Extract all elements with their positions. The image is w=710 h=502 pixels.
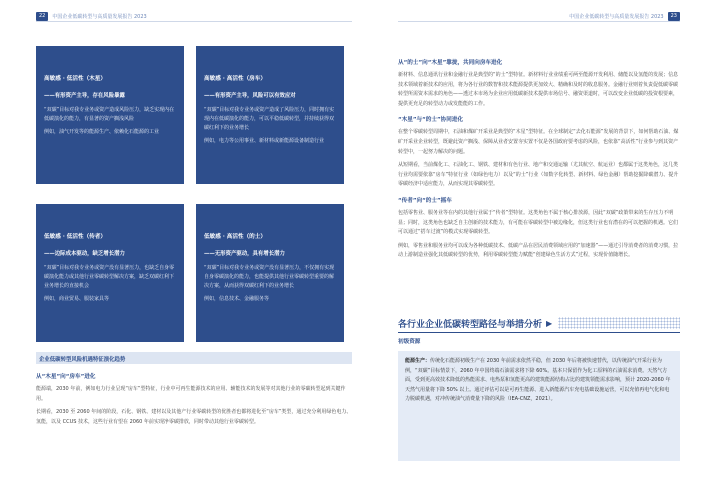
body-paragraph: 长期看，2030 至 2060 年间的阶段，石化、钢铁、建材以及其他产行业零碳转型的优胜者也都将进化至“房车”类型，通过充分利用绿色电力、氢能，以及 CCUS 技术，这些行业有望在 2060 年前实现净零碳排放，同时带动其他行业零碳转型。 [36,409,352,425]
subsection-title: “传者”向“的士”摇车 [398,197,452,204]
matrix-card-rv [196,46,344,184]
subsection-title: “木星”与“的士”协同进化 [398,117,464,124]
right-report-title: 中国企业低碳转型与高质量发展报告 2023 [569,13,664,20]
section-label: 初级资源 [398,339,421,345]
left-header-rule [36,21,352,22]
info-lead: 能源生产： [405,358,431,364]
left-section-heading: 企业低碳转型风险机遇特征演化趋势 [36,352,352,364]
body-paragraph: 新材料、信息通讯行业和金融行业是典型的“的士”型特征。新材料行业业绩重可两至能源开发利用、储能以及氢能的发展；信息技术领域着新技术的应用，将为各行业的数智和技术能源提供更加效大、精确和及时的收息服务。金融行业则着负责促低碳零碳转型所需资本需求的角色——透过本市场为企业应用低碳新技术提供市场信号、融资渠道时，可以改变企业低碳的投资根要素，提供更充足的转型动力或发能能的工作。 [398,72,679,107]
info-box [398,351,680,461]
card-description: “双碳”目标对我专业务或资产没有显著压力，也缺乏自身零碳演化能力或其他行业零碳转型解决方案，缺乏双碳红利下业务增长的直接机会 [44,265,175,289]
card-subtitle: ——有形资产主导，风险可以有效应对 [204,93,296,99]
card-description: “双碳”目标对我专业务或资产造成了风险压力，同时拥有实现内在低碳演化的能力，可以平稳低碳转型，并持续获得双碳红利下的业务增长 [204,107,335,131]
matrix-card-jupiter [36,46,184,184]
left-report-title: 中国企业低碳转型与高质量发展报告 2023 [52,13,147,20]
card-subtitle: ——无形资产驱动，具有增长潜力 [204,251,285,257]
chapter-heading [398,316,680,330]
card-title: 低敏感 · 低活性（传者） [44,234,106,240]
card-title: 低敏感 · 高活性（的士） [204,234,266,240]
body-paragraph: 例如，零售业和服务业均可以成为各种低碳技术、低碳产品在居民消费领域应用的“加速器”——通过引导消费者的消费习惯，拉动上游制造业强化其低碳转型的优势，利用零碳转型能力赋能“创建绿色生活方式”过程，实现价值随增长。 [398,242,679,259]
dot-pattern-decoration [558,317,680,329]
card-example: 例如，油气开发等的能源生产、依赖化石能源的工业 [44,129,160,135]
chevron-right-icon: ▶ [546,318,553,328]
chapter-heading-rule [398,332,680,333]
body-paragraph: 在整个零碳转型周期中，石油和煤矿开采业是典型的“木星”型特征。在全球制定“去化石能源”发展的背景下，如何帮助石油、煤矿开采业企业转型，既避此资产搁浅、保障从业者安置夯实置不仅是各国政府要考虑的风险，也依靠“高活性”行业参与到其资产转型中，一起努力解决的问题。 [398,129,679,155]
info-paragraph [405,357,673,405]
risk-matrix [36,46,352,342]
left-page-number: 22 [36,12,48,21]
card-example: 例如，商业贸易、服装家具等 [44,296,110,302]
matrix-card-taxi [196,204,344,342]
right-section-body [398,58,680,261]
subsection-title: 从“木星”向“房车”进化 [36,374,96,380]
card-subtitle: ——有形资产主导，存在风险暴露 [44,93,125,99]
body-paragraph: 包括零售业、服务业等在内的其他行业属于“传者”型特征。这类角色不属于核心排放源，因此“双碳”政策带来的生存压力不明显；同时，这类角色也缺乏自主创新的技术能力，有可能在零碳转型中被边缘化，但这类行业也有潜在的可以把握的机遇。它们可以通过“搭车过渡”的模式实现零碳转型。 [398,209,679,236]
card-example: 例如，电力等公用事业、新材料或新能源设备制造行业 [204,138,325,144]
chapter-heading-text: 各行业企业低碳转型路径与举措分析 [398,319,543,330]
left-section-body [36,372,352,427]
page-header [0,0,710,30]
matrix-card-messenger [36,204,184,342]
card-example: 例如，信息技术、金融服务等 [204,296,270,302]
body-paragraph: 能源端，2030 年前，例如电力行业呈现“房车”型特征，行业中可再生能源技术的应用、辅能技术的发展等对其他行业的零碳转型起到关键作用。 [36,386,346,402]
card-subtitle: ——边际成本驱动，缺乏增长潜力 [44,251,125,257]
right-page-header [565,11,680,21]
subsection-title: 从“的士”向“木星”靠拢，共同向房车进化 [398,60,503,66]
card-title: 高敏感 · 高活性（房车） [204,76,266,82]
right-page-number: 23 [668,12,680,21]
card-title: 高敏感 · 低活性（木星） [44,76,106,82]
info-text: 传统化石能源初级生产在 2030 年前需求依然平稳，但 2030 年后将被快速替代，以传统油气开采行业为例，“双碳”目标情景下，2060 年中国终端石油需求将下降 60%。基本只保留作为化工原料的石油需求消费。天然气方面，受到更高效技术降低的热能需求、电热泵和氢能更高的建筑能源结构占比的建筑领能需求影响，预计 2020-2060 年天然气用量将下降 50% 以上。通过评估可以是可再生能源、进入新能源汽车充电基础设施运营，可以充值再电气化和电力脱碳机遇，对冲传统油气消费量下降的风险（IEA-CNZ，2021）。 [405,358,671,403]
body-paragraph: 从短期看，当前煤化工、石油化工、钢铁、建材和有色行业、地产和交通运输（尤其航空、航运业）也都属于这类角色，这几类行业均需要依靠“房车”特征行业（如绿色电力）以及“的士”行业（如数字化转型、新材料、绿色金融）帮助挖掘降碳潜力、提升零碳经济中适应能力，从而实现其零碳转型。 [398,162,679,188]
card-description: “双碳”目标对我专业务或资产造成风险压力，缺乏实现内在低碳演化的能力，有显著的资产搁浅风险 [44,107,175,122]
card-description: “双碳”目标对我专业务或资产没有显著压力，不仅拥有实现自身零碳演化的能力，也能提供其他行业零碳转型重要的解决方案，从而获得双碳红利下的业务增长 [204,265,335,289]
left-page-header [36,11,151,21]
right-header-rule [398,21,680,22]
